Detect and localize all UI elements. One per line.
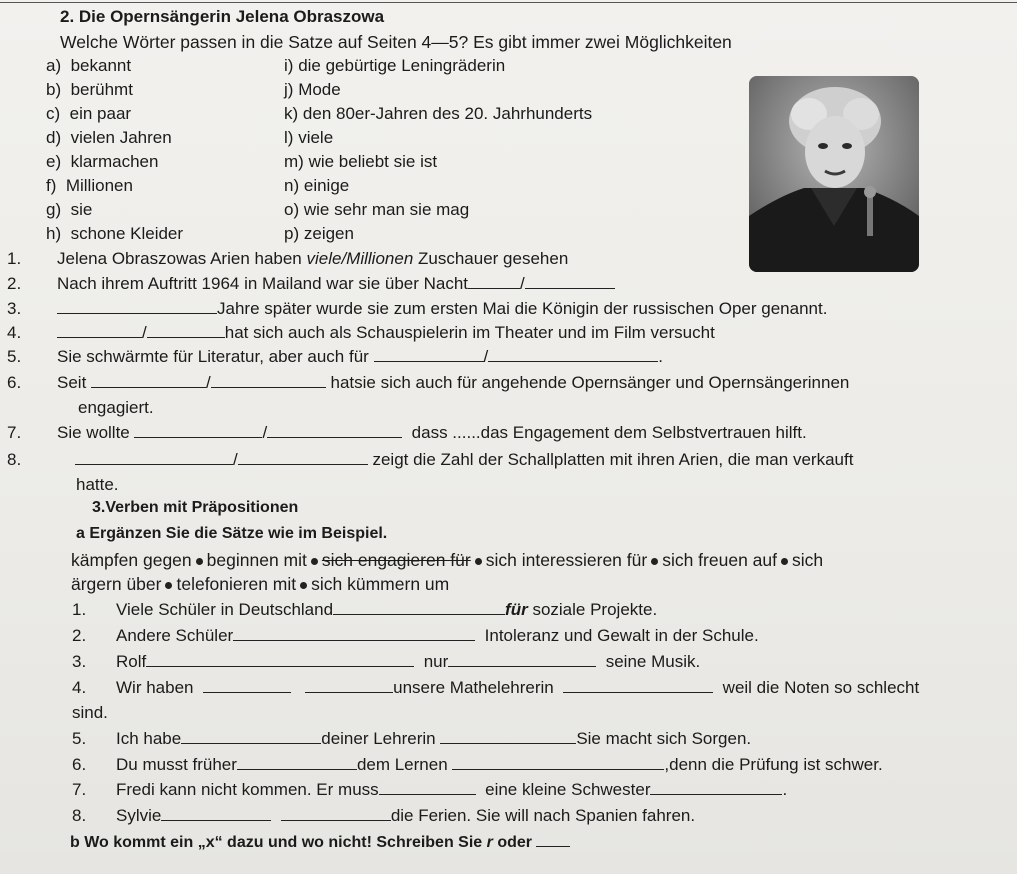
answer-blank[interactable] <box>233 626 475 641</box>
answer-blank[interactable] <box>333 600 505 615</box>
answer-blank[interactable] <box>237 755 357 770</box>
s3-sentence-2: 2. Andere Schüler Intoleranz und Gewalt in der Schule. <box>72 626 759 645</box>
bullet-icon <box>475 558 482 565</box>
answer-blank[interactable] <box>440 729 576 744</box>
bullet-icon <box>311 558 318 565</box>
bullet-icon <box>651 558 658 565</box>
answer-blank[interactable] <box>146 652 414 667</box>
s3-sentence-1: 1. Viele Schüler in Deutschland für soziale Projekte. <box>72 600 658 619</box>
s3-sentence-3: 3. Rolf nur seine Musik. <box>72 652 701 671</box>
s2-sentence-6: 6. Seit / hatsie sich auch für angehende Opernsänger und Opernsängerinnen <box>7 373 850 392</box>
portrait-photo-icon <box>749 76 919 272</box>
answer-blank[interactable] <box>536 834 570 847</box>
answer-blank[interactable] <box>57 299 217 314</box>
answer-blank[interactable] <box>181 729 321 744</box>
s2-sentence-1: 1. Jelena Obraszowas Arien haben viele/Millionen Zuschauer gesehen <box>7 249 569 268</box>
answer-blank[interactable] <box>305 678 393 693</box>
answer-blank[interactable] <box>57 323 142 338</box>
answer-blank[interactable] <box>267 423 402 438</box>
answer-blank[interactable] <box>488 347 658 362</box>
answer-blank[interactable] <box>161 806 271 821</box>
section3-title: 3.Verben mit Präpositionen <box>92 499 299 516</box>
part-b-instruction: b Wo kommt ein „x“ dazu und wo nicht! Schreiben Sie r oder <box>70 833 570 853</box>
s3-sentence-8: 8. Sylvie die Ferien. Sie will nach Spanien fahren. <box>72 806 696 825</box>
option-e: e) klarmachen <box>46 152 159 171</box>
verb-list-line-1: kämpfen gegen beginnen mit sich engagieren für sich interessieren für sich freuen auf sich <box>71 550 824 570</box>
option-o: o) wie sehr man sie mag <box>284 200 470 219</box>
answer-blank[interactable] <box>448 652 596 667</box>
option-g: g) sie <box>46 200 93 219</box>
answer-blank[interactable] <box>134 423 262 438</box>
option-h: h) schone Kleider <box>46 224 184 243</box>
s2-sentence-6-cont: engagiert. <box>78 398 154 417</box>
s2-sentence-7: 7. Sie wollte / dass ......das Engagement dem Selbstvertrauen hilft. <box>7 423 807 442</box>
section3-subtitle: a Ergänzen Sie die Sätze wie im Beispiel. <box>76 525 388 542</box>
option-i: i) die gebürtige Leningräderin <box>284 56 506 75</box>
s3-sentence-7: 7. Fredi kann nicht kommen. Er muss eine kleine Schwester . <box>72 780 788 799</box>
s2-sentence-3: 3. Jahre später wurde sie zum ersten Mai die Königin der russischen Oper genannt. <box>7 299 828 318</box>
answer-blank[interactable] <box>563 678 713 693</box>
s3-sentence-6: 6. Du musst früher dem Lernen ,denn die Prüfung ist schwer. <box>72 755 883 774</box>
option-f: f) Millionen <box>46 176 133 195</box>
section2-instruction: Welche Wörter passen in die Satze auf Seiten 4—5? Es gibt immer zwei Möglichkeiten <box>60 32 732 52</box>
option-d: d) vielen Jahren <box>46 128 172 147</box>
bullet-icon <box>300 582 307 589</box>
answer-blank[interactable] <box>211 373 326 388</box>
s2-sentence-4: 4. / hat sich auch als Schauspielerin im Theater und im Film versucht <box>7 323 715 342</box>
answer-blank[interactable] <box>452 755 664 770</box>
s2-sentence-8-cont: hatte. <box>76 475 119 494</box>
option-c: c) ein paar <box>46 104 132 123</box>
answer-blank[interactable] <box>374 347 484 362</box>
top-rule <box>0 2 1017 3</box>
section2-title: 2. Die Opernsängerin Jelena Obraszowa <box>60 7 385 26</box>
s2-sentence-5: 5. Sie schwärmte für Literatur, aber auch für / . <box>7 347 664 366</box>
s3-sentence-4: 4. Wir haben unsere Mathelehrerin weil die Noten so schlecht <box>72 678 920 697</box>
portrait-photo-svg <box>749 76 919 272</box>
s3-sentence-5: 5. Ich habe deiner Lehrerin Sie macht sich Sorgen. <box>72 729 752 748</box>
option-m: m) wie beliebt sie ist <box>284 152 438 171</box>
answer-blank[interactable] <box>91 373 206 388</box>
option-p: p) zeigen <box>284 224 354 243</box>
option-b: b) berühmt <box>46 80 133 99</box>
answer-blank[interactable] <box>379 780 476 795</box>
answer-blank[interactable] <box>525 274 615 289</box>
s2-sentence-8: 8. / zeigt die Zahl der Schallplatten mit ihren Arien, die man verkauft <box>7 450 854 469</box>
option-a: a) bekannt <box>46 56 132 75</box>
bullet-icon <box>781 558 788 565</box>
s3-sentence-4-cont: sind. <box>72 703 108 722</box>
s2-sentence-2: 2. Nach ihrem Auftritt 1964 in Mailand war sie über Nacht / <box>7 274 615 294</box>
answer-blank[interactable] <box>468 274 520 289</box>
option-k: k) den 80er-Jahren des 20. Jahrhunderts <box>284 104 593 123</box>
bullet-icon <box>196 558 203 565</box>
answer-blank[interactable] <box>281 806 391 821</box>
answer-blank[interactable] <box>147 323 225 338</box>
answer-blank[interactable] <box>203 678 291 693</box>
answer-blank[interactable] <box>650 780 782 795</box>
option-l: l) viele <box>284 128 334 147</box>
answer-blank[interactable] <box>238 450 368 465</box>
answer-blank[interactable] <box>75 450 233 465</box>
option-j: j) Mode <box>284 80 341 99</box>
option-n: n) einige <box>284 176 350 195</box>
bullet-icon <box>165 582 172 589</box>
verb-list-line-2: ärgern über telefonieren mit sich kümmern um <box>71 574 450 594</box>
